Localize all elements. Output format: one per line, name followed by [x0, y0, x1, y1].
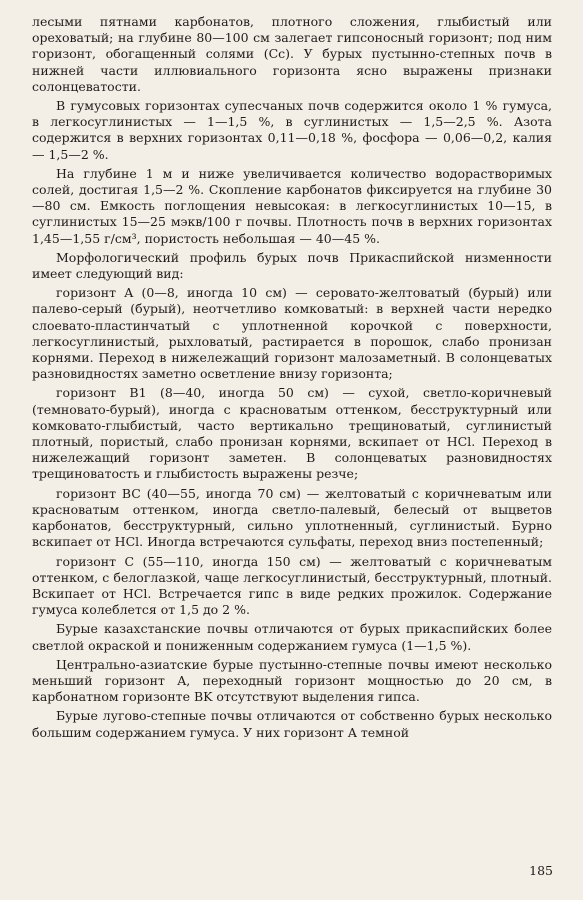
document-page [32, 14, 552, 884]
paragraph-4: Морфологический профиль бурых почв Прикаспийской низменности имеет следующий вид: [32, 249, 552, 282]
paragraph-10: Центрально-азиатские бурые пустынно-степные почвы имеют несколько меньший горизонт A, переходный горизонт мощностью до 20 см, в карбонатном горизонте BK отсутствуют выделения гипса. [32, 656, 552, 705]
paragraph-horizon-bc: горизонт BC (40—55, иногда 70 см) — желтоватый с коричневатым или красноватым оттенком, иногда светло-палевый, белесый от выцветов карбонатов, бесструктурный, сильно уплотненный, суглинистый. Бурно вскипает от HCl. Иногда встречаются сульфаты, переход вниз постепенный; [32, 485, 552, 550]
paragraph-2: В гумусовых горизонтах супесчаных почв содержится около 1 % гумуса, в легкосуглинистых — 1—1,5 %, в суглинистых — 1,5—2,5 %. Азота содержится в верхних горизонтах 0,11—0,18 %, фосфора — 0,06—0,2, калия — 1,5—2 %. [32, 98, 552, 162]
paragraph-11: Бурые лугово-степные почвы отличаются от собственно бурых несколько большим содержанием гумуса. У них горизонт A темной [32, 708, 552, 740]
paragraph-1: лесыми пятнами карбонатов, плотного сложения, глыбистый или ореховатый; на глубине 80—100 см залегает гипсоносный горизонт; под ним горизонт, обогащенный солями (Cс). У бурых пустынно-степных почв в нижней части иллювиального горизонта ясно выражены признаки солонцеватости. [32, 14, 552, 94]
body-text [32, 14, 552, 741]
paragraph-horizon-a: горизонт A (0—8, иногда 10 см) — серовато-желтоватый (бурый) или палево-серый (бурый), неотчетливо комковатый: в верхней части нередко слоевато-пластинчатый с уплотненной корочкой с поверхности, легкосуглинистый, рыхловатый, растирается в порошок, слабо пронизан корнями. Переход в нижележащий горизонт малозаметный. В солонцеватых разновидностях заметно осветление внизу горизонта; [32, 285, 552, 382]
paragraph-3: На глубине 1 м и ниже увеличивается количество водорастворимых солей, достигая 1,5—2 %. Скопление карбонатов фиксируется на глубине 30—80 см. Емкость поглощения невысокая: в легкосуглинистых 10—15, в суглинистых 15—25 мэкв/100 г почвы. Плотность почв в верхних горизонтах 1,45—1,55 г/см³, пористость небольшая — 40—45 %. [32, 165, 552, 246]
page-number: 185 [529, 863, 553, 878]
paragraph-horizon-b1: горизонт B1 (8—40, иногда 50 см) — сухой, светло-коричневый (темновато-бурый), иногда с красноватым оттенком, бесструктурный или комковато-глыбистый, часто вертикально трещиноватый, суглинистый плотный, пористый, слабо пронизан корнями, вскипает от HCl. Переход в нижележащий горизонт заметен. В солонцеватых разновидностях трещиноватость и глыбистость выражены резче; [32, 385, 552, 482]
paragraph-9: Бурые казахстанские почвы отличаются от бурых прикаспийских более светлой окраской и пониженным содержанием гумуса (1—1,5 %). [32, 621, 552, 653]
paragraph-horizon-c: горизонт C (55—110, иногда 150 см) — желтоватый с коричневатым оттенком, с белоглазкой, чаще легкосуглинистый, бесструктурный, плотный. Вскипает от HCl. Встречается гипс в виде редких прожилок. Содержание гумуса колеблется от 1,5 до 2 %. [32, 553, 552, 618]
